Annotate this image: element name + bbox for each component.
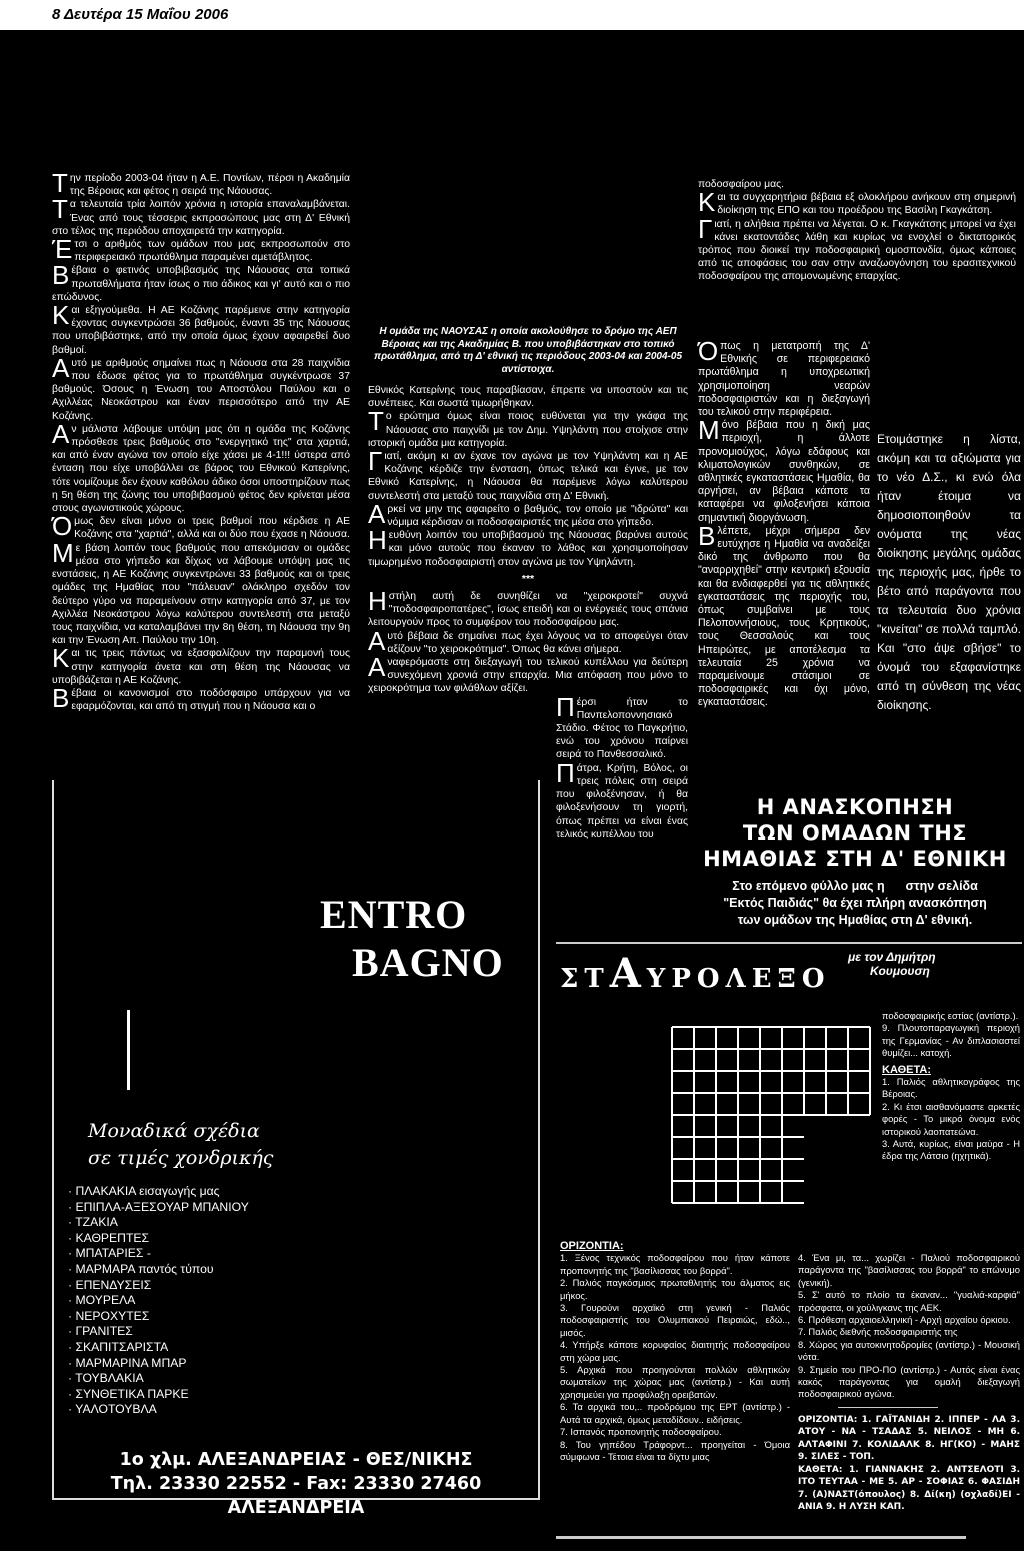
horizontal-list: [560, 1252, 790, 1463]
clue: 1. Παλιός αθλητικογράφος της Βέροιας.: [882, 1076, 1020, 1100]
promo-box: [690, 794, 1020, 929]
paragraph: Βέβαια ο φετινός υποβιβασμός της Νάουσας στα τοπικά πρωταθλήματα ήταν ίσως ο πιο άδικος και γι' αυτό και ο πιο επώδυνος.: [52, 260, 350, 303]
article-left: [52, 168, 350, 713]
paragraph: Βλέπετε, μέχρι σήμερα δεν ευτύχησε η Ημαθία να αναδείξει δικό της άνθρωπο που θα "αναρριχηθεί" στην κεντρική εξουσία και θα ενδιαφερθεί για τις αθλητικές εγκαταστάσεις της περιοχής του, όπως συμβαίνει με τους Πελοποννήσιους, τους Κρητικούς, τους Θεσσαλούς και τους Ηπειρώτες, με αποτέλεσμα τα τελευταία 25 χρόνια να παραμείνουμε στάσιμοι σε ποδοσφαιρικές και όχι μόνο, εγκαταστάσεις.: [698, 520, 870, 709]
article-middle-narrow: [556, 691, 688, 841]
list-item: · ΠΛΑΚΑΚΙΑ εισαγωγής μας: [68, 1184, 220, 1198]
section-separator: ***: [521, 573, 535, 585]
byline-2: Κουμουση: [870, 964, 930, 978]
paragraph: Όμως δεν είναι μόνο οι τρεις βαθμοί που κέρδισε η ΑΕ Κοζάνης στα "χαρτιά", αλλά και οι δύο που έχασε η Νάουσα.: [52, 511, 350, 542]
paragraph: Αρκεί να μην της αφαιρείτο ο βαθμός, τον οποίο με "ιδρώτα" και νόμιμα κέρδισαν οι ποδοσφαιριστές της μέσα στο γήπεδο.: [368, 498, 688, 529]
clue: 4. Ένα μι, τα... χωρίζει - Παλιού ποδοσφαιρικού παράγοντα της "βασίλισσας του βορρά" το επώνυμο (γενική).: [798, 1252, 1020, 1288]
title-part: ΥΡΟΛΕΞΟ: [646, 964, 831, 994]
crossword-grid[interactable]: [670, 1025, 880, 1235]
article-middle-body-2: [368, 586, 688, 696]
photo-caption: Η ομάδα της ΝΑΟΥΣΑΣ η οποία ακολούθησε το δρόμο της ΑΕΠ Βέροιας και της Ακαδημίας Β. που υποβιβάστηκαν στο τοπικό πρωτάθλημα, από τη Δ' εθνική τις περιόδους 2003-04 και 2004-05 αντίστοιχα.: [373, 326, 683, 375]
article-middle-lead: Εθνικός Κατερίνης τους παραβίασαν, έπρεπε να υποστούν και τις συνέπειες. Και σωστά τιμωρήθηκαν.: [368, 385, 688, 410]
divider: [556, 942, 1022, 944]
list-item: · ΜΟΥΡΕΛΑ: [68, 1293, 136, 1308]
paragraph: 2. Παλιός παγκόσμιος πρωταθλητής του άλματος εις μήκος.: [560, 1277, 790, 1301]
solutions-horizontal: ΟΡΙΖΟΝΤΙΑ: 1. ΓΑΪΤΑΝΙΔΗ 2. ΙΠΠΕΡ - ΛΑ 3. ΑΤΟΥ - ΝΑ - ΤΣΑΔΑΣ 5. ΝΕΙΛΟΣ - ΜΗ 6. ΑΛΤΑΦΙΝΙ 7. ΚΟΛΙΔΑΛΚ 8. ΗΓ(ΚΟ) - ΜΑΗΣ 9. ΣΙΛΕΣ - ΤΟΠ.: [798, 1414, 1020, 1463]
byline-1: με τον Δημήτρη: [848, 950, 936, 964]
promo-headline-1: Η ΑΝΑΣΚΟΠΗΣΗ: [756, 795, 954, 819]
list-item: · ΜΠΑΤΑΡΙΕΣ -: [68, 1246, 151, 1261]
paragraph: 9. Πλουτοπαραγωγική περιοχή της Γερμανίας - Αν διπλασιαστεί θυμίζει... κατοχή.: [882, 1022, 1020, 1059]
ad-address: 1ο χλμ. ΑΛΕΞΑΝΔΡΕΙΑΣ - ΘΕΣ/ΝΙΚΗΣ: [119, 1450, 473, 1470]
ad-brand-line-1: ENTRO: [320, 892, 468, 937]
paragraph: Τα τελευταία τρία λοιπόν χρόνια η ιστορία επαναλαμβάνεται. Ένας από τους τέσσερις εκπροσώπους μας στη Δ' Εθνική στο τέλος της περιόδου αποχαιρετά την κατηγορία.: [52, 194, 350, 237]
article-right: [698, 178, 1016, 284]
ad-brand-line-2: BAGNO: [352, 940, 504, 985]
clue: 5. Σ' αυτό το πλοίο τα έκαναν... "γυαλιά-καρφιά" πρόσφατα, οι χούλιγκανς της ΑΕΚ.: [798, 1289, 1020, 1313]
paragraph: ποδοσφαιρικής εστίας (αντίστρ.).: [882, 1010, 1019, 1021]
list-item: · ΕΠΕΝΔΥΣΕΙΣ: [68, 1277, 152, 1292]
promo-subtext-2: "Εκτός Παιδιάς" θα έχει πλήρη ανασκόπηση: [723, 896, 987, 910]
paragraph: Πέρσι ήταν το Πανπελοποννησιακό Στάδιο. Φέτος το Παγκρήτιο, ενώ του χρόνου παίρνει σειρά το Πανθεσσαλικό.: [556, 691, 688, 761]
paragraph: Και τις τρεις πάντως να εξασφαλίζουν την παραμονή τους στην κατηγορία άνετα και στη θέση της Νάουσας να υποβιβάζεται η ΑΕ Κοζάνης.: [52, 643, 350, 686]
paragraph: 6. Τα αρχικά του,.. προδρόμου της ΕΡΤ (αντίστρ.) - Αυτά τα αρχικά, όμως μεταδίδουν.. ειδήσεις.: [560, 1401, 790, 1425]
clues-horizontal: [560, 1240, 790, 1463]
list-item: · ΤΖΑΚΙΑ: [68, 1215, 118, 1230]
title-part: ΣΤ: [560, 964, 610, 994]
paragraph: Και τα συγχαρητήρια βέβαια εξ ολοκλήρου ανήκουν στη σημερινή διοίκηση της ΕΠΟ και του προέδρου της Βασίλη Γκαγκάτση.: [698, 187, 1016, 218]
clue: 8. Χώρος για αυτοκινητοδρομίες (αντίστρ.) - Μουσική νότα.: [798, 1338, 1020, 1363]
list-item: · ΤΟΥΒΛΑΚΙΑ: [68, 1371, 144, 1386]
paragraph: 5. Αρχικά που προηγούνται πολλών αθλητικών σωματείων της χώρας μας (αντίστρ.) - Και αυτή χρησιμεύει για προφύλαξη ορειβατών.: [560, 1364, 790, 1400]
list-item: · ΣΥΝΘΕΤΙΚΑ ΠΑΡΚΕ: [68, 1386, 189, 1401]
clue: 6. Πρόθεση αρχαιοελληνική - Αρχή αρχαίου όρκιου.: [798, 1314, 1011, 1326]
paragraph: 8. Του γηπέδου Τράφορντ... προηγείται - Όμοια σύμφωνα - Τέτοια είναι τα δίχτυ μιας: [560, 1438, 790, 1462]
list-item: · ΚΑΘΡΕΠΤΕΣ: [68, 1230, 150, 1245]
divider: [838, 1407, 938, 1408]
clues-vertical-bottom: [798, 1252, 1020, 1514]
crossword-title: [560, 950, 830, 997]
clue: 7. Παλιός διεθνής ποδοσφαιριστής της: [798, 1326, 958, 1338]
clues-continued-and-vertical-top: [882, 1010, 1020, 1163]
paragraph: 4. Υπήρξε κάποτε κορυφαίος διαιτητής ποδοσφαίρου στη χώρα μας.: [560, 1339, 790, 1363]
paragraph: Την περίοδο 2003-04 ήταν η Α.Ε. Ποντίων, πέρσι η Ακαδημία της Βέροιας και φέτος η σειρά της Νάουσας.: [52, 168, 350, 198]
paragraph: Μόνο βέβαια που η δική μας περιοχή, η άλλοτε προνομιούχος, λόγω εδάφους και κλιματολογικών συνθηκών, σε αθλητικές εγκαταστάσεις Ημαθία, θα αργήσει, αν βέβαια κάποτε τα καταφέρει να φιλοξενήσει κάποια σημαντική διοργάνωση.: [698, 415, 870, 524]
ad-tagline-1: Μοναδικά σχέδια: [88, 1120, 260, 1142]
paragraph: Έτσι ο αριθμός των ομάδων που μας εκπροσωπούν στο περιφερειακό πρωτάθλημα παραμένει αμετάβλητος.: [52, 234, 350, 265]
list-item: · ΕΠΙΠΛΑ-ΑΞΕΣΟΥΑΡ ΜΠΑΝΙΟΥ: [68, 1199, 249, 1214]
paragraph: Το ερώτημα όμως είναι ποιος ευθύνεται για την γκάφα της Νάουσας στο παιχνίδι με τον Δημ. Υψηλάντη που στοίχισε στην ιστορική ομάδα μια κατηγορία.: [368, 406, 688, 449]
ad-decor-line: [127, 1010, 130, 1090]
article-middle-body: [368, 406, 688, 568]
clue: 9. Σημείο του ΠΡΟ-ΠΟ (αντίστρ.) - Αυτός είναι ένας κακός παράγοντας για ομαλή διεξαγωγή ποδοσφαιρικού αγώνα.: [798, 1363, 1020, 1400]
paragraph: Αυτό με αριθμούς σημαίνει πως η Νάουσα στα 28 παιχνίδια που έδωσε φέτος για το πρωτάθλημα συγκέντρωσε 37 βαθμούς. Όσους η Ένωση του Αποστόλου Παύλου και ο Αχιλλέας Νεοκάστρου και έναν περισσότερο από την ΑΕ Κοζάνης.: [52, 352, 350, 422]
promo-subtext-3: των ομάδων της Ημαθίας στη Δ' εθνική.: [737, 913, 973, 927]
paragraph: Με βάση λοιπόν τους βαθμούς που απεκόμισαν οι ομάδες μέσα στο γήπεδο και δίχως να λάβουμε υπόψη μας τις ενστάσεις, η ΑΕ Κοζάνης συγκεντρώνει 33 βαθμούς και οι τρεις ομάδες της Ημαθίας που "πάλευαν" ολάκληρο σχεδόν τον δεύτερο γύρο να παραμείνουν στην κατηγορία από 37, με τον Αχιλλέα Νεοκάστρου λόγω καλύτερου συντελεστή στα μεταξύ τους παιχνίδια, να καταλαμβάνει την 8η θέση, τη Νάουσα την 9η και την Ένωση Απ. Παύλου την 10η.: [52, 537, 350, 647]
article-right-body: [698, 187, 1016, 283]
paragraph: Πάτρα, Κρήτη, Βόλος, οι τρεις πόλεις στη σειρά που φιλοξένησαν, ή θα φιλοξενήσουν τη γιορτή, όπως πρέπει να είναι ένας τελικός κυπέλλου του: [556, 757, 688, 840]
paragraph: Βέβαια οι κανονισμοί στο ποδόσφαιρο υπάρχουν για να εφαρμόζονται, και από τη στιγμή που η Νάουσα και ο: [52, 682, 350, 713]
page-header: [0, 0, 1024, 30]
clue: 3. Αυτά, κυρίως, είναι μαύρα - Η έδρα της Λάτσιο (ηχητικά).: [882, 1138, 1020, 1162]
side-note: [877, 430, 1021, 715]
paragraph: Όπως η μετατροπή της Δ' Εθνικής σε περιφερειακό πρωτάθλημα η υποχρεωτική χρησιμοποίηση νεαρών ποδοσφαιριστών και η διεξαγωγή του τελικού στην περιφέρεια.: [698, 336, 870, 419]
page-number-date: 8 Δευτέρα 15 Μαΐου 2006: [52, 6, 229, 23]
bottom-rule: [556, 1536, 966, 1539]
crossword-byline: [848, 950, 936, 978]
article-right-narrow: [698, 336, 870, 710]
vertical-heading: ΚΑΘΕΤΑ:: [882, 1063, 931, 1076]
promo-headline-3: ΗΜΑΘΙΑΣ ΣΤΗ Δ' ΕΘΝΙΚΗ: [703, 847, 1007, 871]
ad-phone: Τηλ. 23330 22552 - Fax: 23330 27460 ΑΛΕΞΑΝΔΡΕΙΑ: [110, 1474, 482, 1518]
horizontal-heading: ΟΡΙΖΟΝΤΙΑ:: [560, 1240, 624, 1252]
paragraph: Ετοιμάστηκε η λίστα, ακόμη και τα αξιώματα για το νέο Δ.Σ., κι ενώ όλα ήταν έτοιμα να δημοσιοποιηθούν τα ονόματα της νέας διοίκησης μεγάλης ομάδας της περιοχής μας, ήρθε το βέτο από παράγοντα που τα τελευταία δυο χρόνια "κινείται" σε πολλά ταμπλό.: [877, 432, 1021, 636]
list-item: · ΓΡΑΝΙΤΕΣ: [68, 1324, 133, 1339]
paragraph: Και εξηγούμεθα. Η ΑΕ Κοζάνης παρέμεινε στην κατηγορία έχοντας συγκεντρώσει 36 βαθμούς, έναντι 35 της Νάουσας που υποβιβάστηκε, από την οποία όμως έχουν αφαιρεθεί δυο βαθμοί.: [52, 300, 350, 356]
paragraph: Ηστήλη αυτή δε συνηθίζει να "χειροκροτεί" συχνά "ποδοσφαιροπατέρες", ίσως επειδή και οι ενέργειές τους σπάνια λειτουργούν προς το συμφέρον του ποδοσφαίρου μας.: [368, 586, 688, 629]
ad-contact: [54, 1448, 538, 1520]
paragraph: 3. Γουρούνι αρχαϊκό στη γενική - Παλιός ποδοσφαιριστής του Ολυμπιακού Πειραιώς, εδώ.., μισός.: [560, 1302, 790, 1338]
paragraph: Ηευθύνη λοιπόν του υποβιβασμού της Νάουσας βαρύνει αυτούς και μόνο αυτούς που έκαναν το λάθος και χρησιμοποίησαν τιμωρημένο ποδοσφαιριστή στον αγώνα με τον Υψηλάντη.: [368, 525, 688, 568]
promo-subtext-1: Στο επόμενο φύλλο μας η στην σελίδα: [732, 879, 978, 893]
paragraph: 1. Ξένος τεχνικός ποδοσφαίρου που ήταν κάποτε προπονητής της "βασίλισσας του βορρά".: [560, 1252, 790, 1276]
article-middle: [368, 384, 688, 841]
solutions-vertical: ΚΑΘΕΤΑ: 1. ΓΙΑΝΝΑΚΗΣ 2. ΑΝΤΣΕΛΟΤΙ 3. ΙΤΟ ΤΕΥΤΑΑ - ΜΕ 5. ΑΡ - ΣΟΦΙΑΣ 6. ΦΑΣΙΔΗ 7. (Α)ΝΑΣΤ(όπουλος) 8. Δί(κη) (οχλαδί)ΕΙ - ΑΝΙΑ 9. Η ΛΥΣΗ ΚΑΠ.: [798, 1464, 1020, 1513]
article-right-lead: ποδοσφαίρου μας.: [698, 179, 784, 190]
paragraph: Αυτό βέβαια δε σημαίνει πως έχει λόγους να το αποφεύγει όταν αξίζουν "το χειροκρότημα". Όπως θα κάνει σήμερα.: [368, 625, 688, 656]
ad-tagline: [88, 1118, 273, 1172]
list-item: · ΜΑΡΜΑΡΑ παντός τύπου: [68, 1261, 214, 1276]
title-big-letter: Α: [609, 950, 647, 997]
clues-continued: [882, 1010, 1020, 1060]
list-item: · ΣΚΑΠΙΤΣΑΡΙΣΤΑ: [68, 1339, 169, 1354]
clue: 2. Κι έτσι αισθανόμαστε αρκετές φορές - Το μικρό όνομα ενός ιστορικού λαοπατεώνα.: [882, 1100, 1020, 1137]
list-item: · ΥΑΛΟΤΟΥΒΛΑ: [68, 1402, 157, 1417]
paragraph: Αναφερόμαστε στη διεξαγωγή του τελικού κυπέλλου για δεύτερη συνεχόμενη χρονιά στην επαρχία. Μια απόφαση που μόνο το χειροκρότημα των φιλάθλων αξίζει.: [368, 652, 688, 695]
paragraph: 7. Ισπανός προπονητής ποδοσφαίρου.: [560, 1426, 722, 1438]
paragraph: Γιατί, ακόμη κι αν έχανε τον αγώνα με τον Υψηλάντη και η ΑΕ Κοζάνης κέρδιζε την ένσταση, όπως τελικά και έγινε, με τον Εθνικό Κατερίνης, η Νάουσα θα παρέμενε λόγω καλύτερου συντελεστή στα μεταξύ τους παιχνίδια στη Δ' Εθνική.: [368, 446, 688, 502]
paragraph: Γιατί, η αλήθεια πρέπει να λέγεται. Ο κ. Γκαγκάτσης μπορεί να έχει κάνει εκατοντάδες λάθη και κυρίως να ενοχλεί ο δικτατορικός τρόπος που διοικεί την ποδοσφαιρική ομοσπονδία, όμως κάποιες από τις αποφάσεις του σαν στην αναζωογόνηση του ερασιτεχνικού ποδοσφαίρου της απομονωμένης επαρχίας.: [698, 213, 1016, 283]
crossword-solutions: [798, 1414, 1020, 1514]
list-item: · ΜΑΡΜΑΡΙΝΑ ΜΠΑΡ: [68, 1355, 187, 1370]
ad-product-list: [68, 1184, 249, 1418]
ad-tagline-2: σε τιμές χονδρικής: [88, 1147, 274, 1169]
paragraph: Και "στο άψε σβήσε" το όνομά του εξαφανίστηκε από τη σύνθεση της νέας διοίκησης.: [877, 641, 1021, 712]
list-item: · ΝΕΡΟΧΥΤΕΣ: [68, 1308, 150, 1323]
promo-headline-2: ΤΩΝ ΟΜΑΔΩΝ ΤΗΣ: [742, 821, 968, 845]
paragraph: Αν μάλιστα λάβουμε υπόψη μας ότι η ομάδα της Κοζάνης πρόσθεσε τρεις βαθμούς στο "ενεργητικό της" στα χαρτιά, και από έναν αγώνα τον οποίο είχε χάσει με 4-1!!! ύστερα από ένταση που είχε υποβάλλει σε βάρος του Εθνικού Κατερίνης, τότε νομίζουμε δεν έχουν καθόλου άδικο όσοι υποστηρίζουν πως η 5η θέση της ζώνης του υποβιβασμού φέτος δεν κρίνεται μέσα στους αγωνιστικούς χώρους.: [52, 418, 350, 515]
